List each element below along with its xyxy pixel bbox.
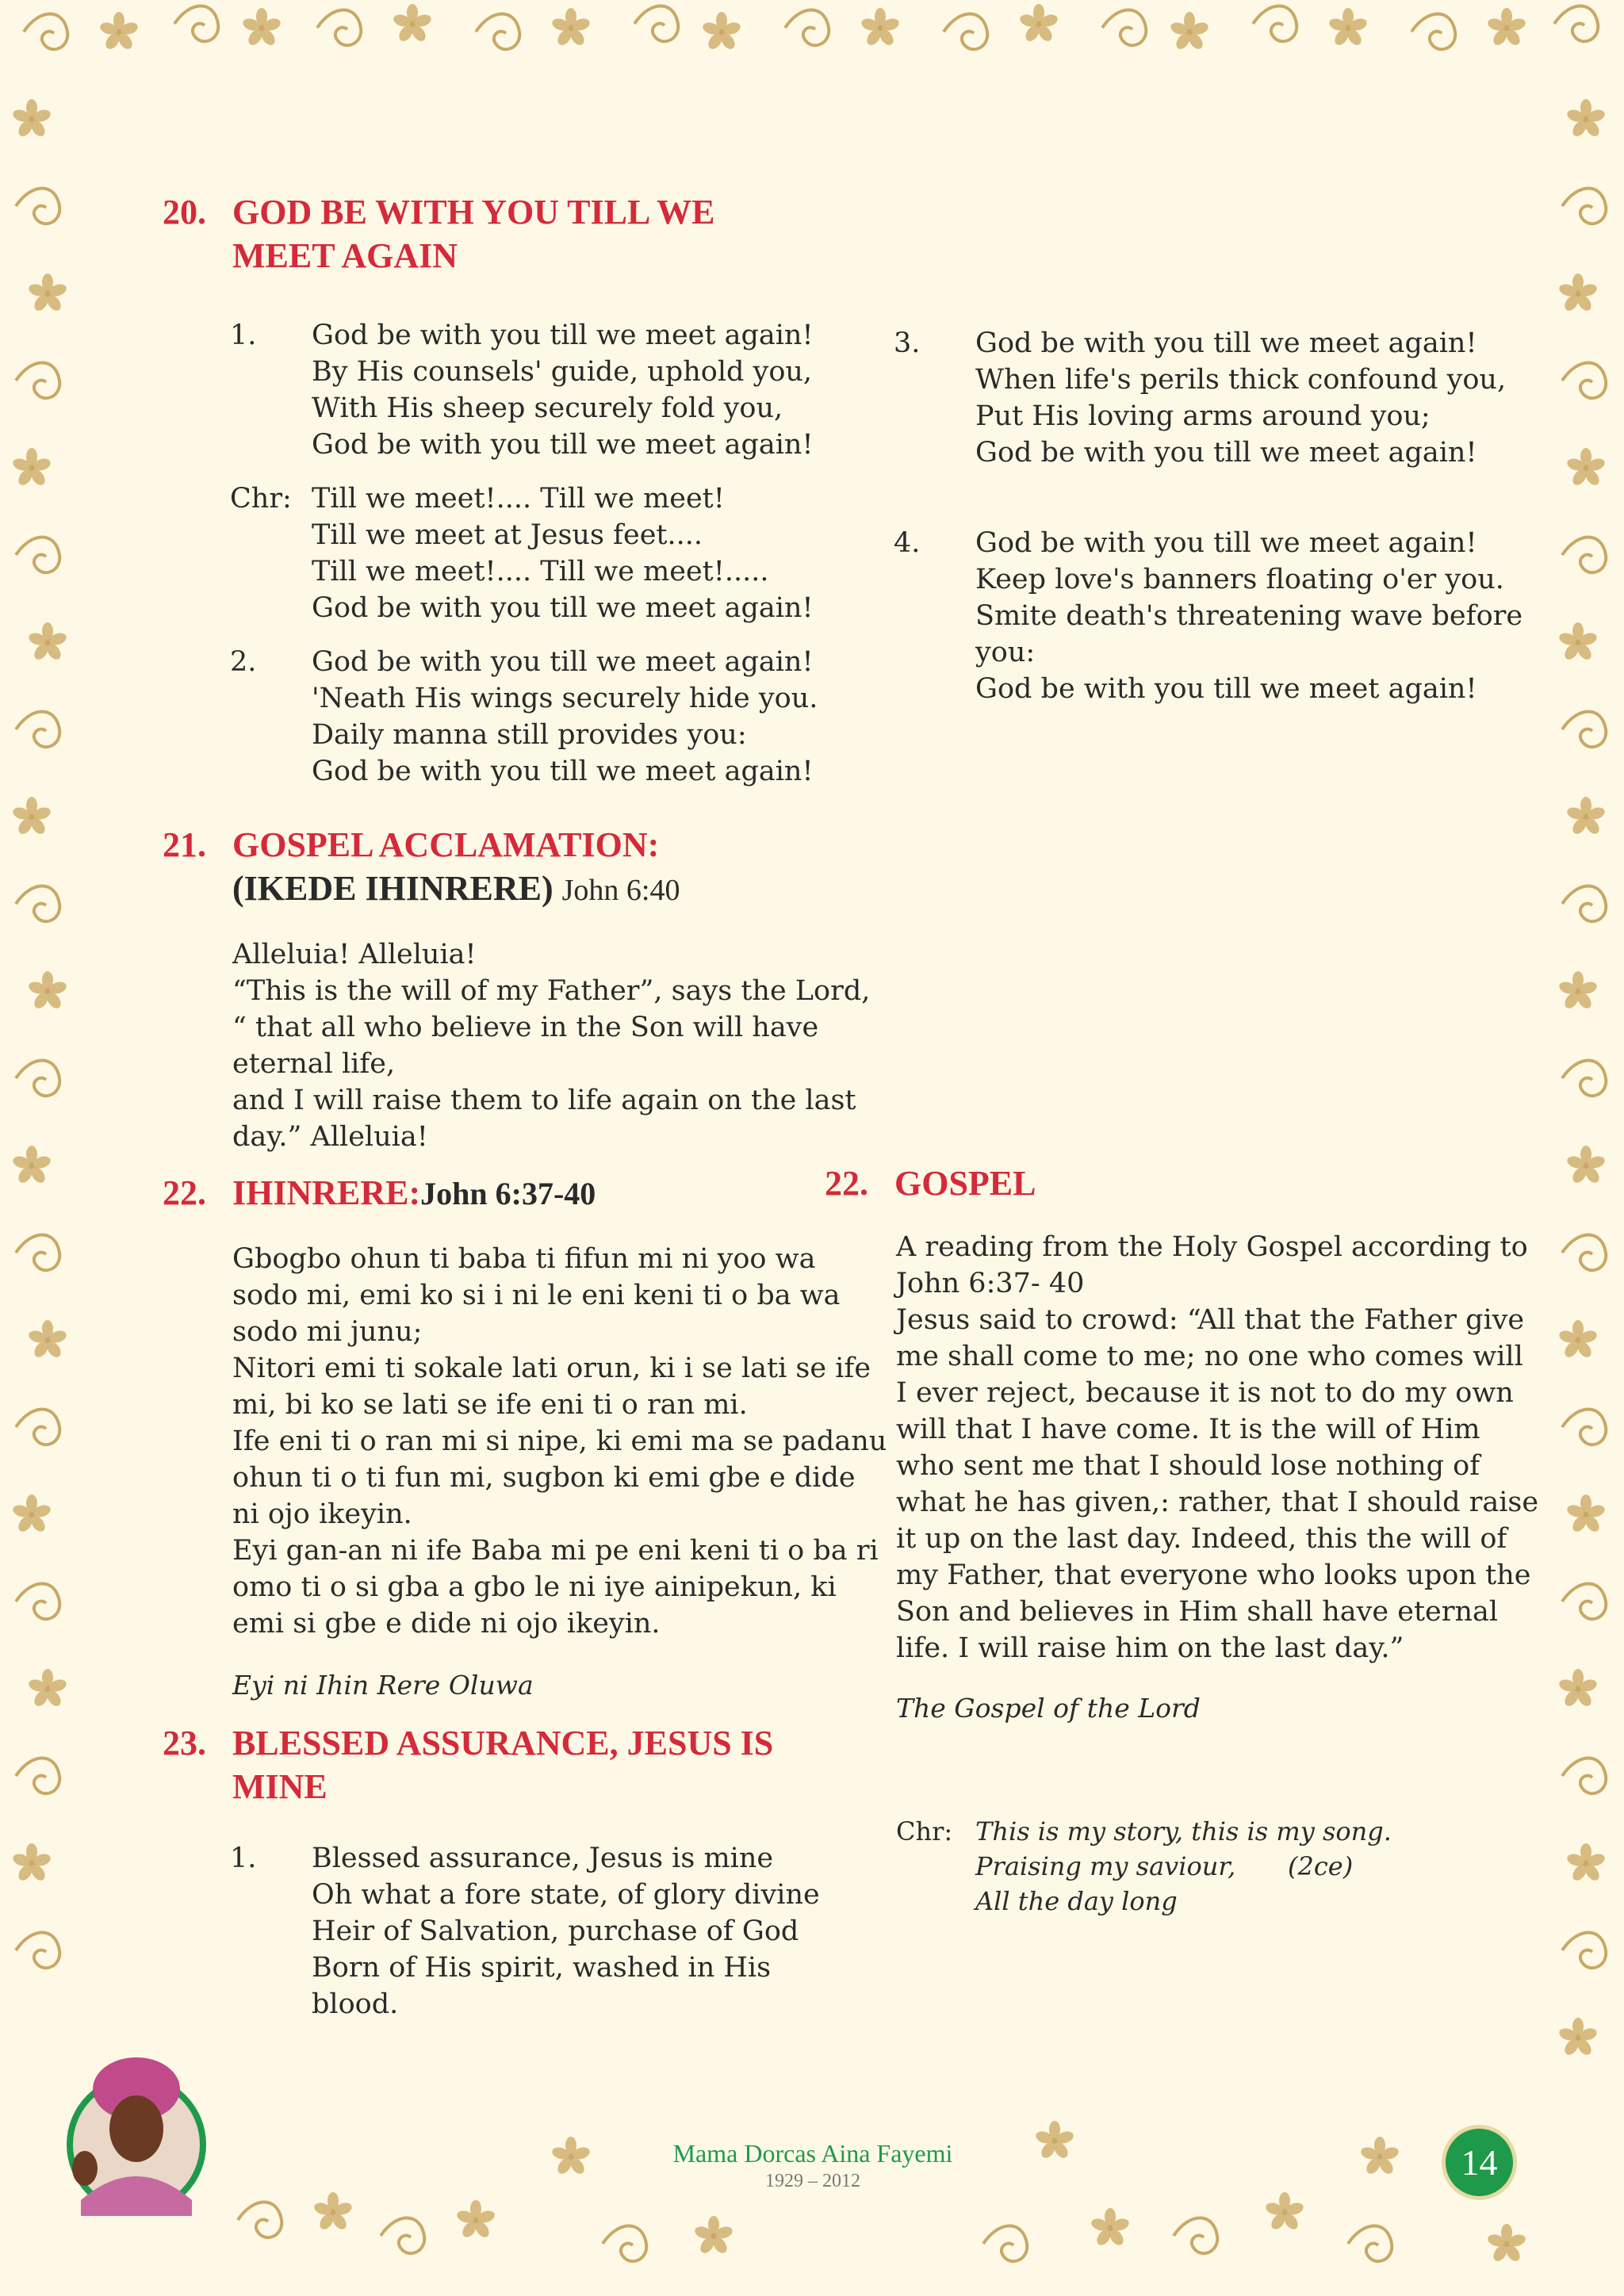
right-column-gospel <box>825 1161 1539 1919</box>
hymn-chorus <box>163 480 814 626</box>
text-line: will that I have come. It is the will of Him <box>896 1414 1480 1445</box>
text-line: Son and believes in Him shall have eternal <box>896 1596 1499 1628</box>
text-line: “This is the will of my Father”, says the Lord, <box>232 975 871 1007</box>
text-line: what he has given,: rather, that I should raise <box>896 1487 1539 1518</box>
yoruba-gospel-text <box>232 1241 887 1642</box>
acclamation-text <box>232 936 871 1155</box>
text-line: sodo mi, emi ko si i ni le eni keni ti o ba wa <box>232 1280 841 1311</box>
section-21-heading <box>163 823 805 913</box>
verse-line: Blessed assurance, Jesus is mine <box>312 1843 774 1874</box>
text-line: A reading from the Holy Gospel according to <box>896 1231 1528 1263</box>
text-line: Nitori emi ti sokale lati orun, ki i se lati se ife <box>232 1353 871 1384</box>
portrait-photo <box>49 2034 224 2216</box>
verse-line: God be with you till we meet again! <box>312 646 814 678</box>
verse-line: By His counsels' guide, uphold you, <box>312 356 813 388</box>
section-number: 21. <box>163 825 206 864</box>
verse-line: Smite death's threatening wave before <box>975 600 1523 632</box>
hymn-chorus <box>825 1814 1483 1919</box>
heading-line: GOSPEL <box>894 1164 1036 1203</box>
text-line: Alleluia! Alleluia! <box>232 939 477 970</box>
text-line: Eyi gan-an ni ife Baba mi pe eni keni ti o ba ri <box>232 1535 879 1567</box>
text-line: “ that all who believe in the Son will have <box>232 1012 819 1043</box>
text-line: it up on the last day. Indeed, this the will of <box>896 1523 1507 1555</box>
section-23 <box>163 1721 820 2022</box>
section-22-yoruba <box>163 1171 887 1704</box>
verse-line: God be with you till we meet again! <box>975 673 1477 705</box>
verse-line: All the day long <box>975 1886 1178 1916</box>
text-line: ohun ti o ti fun mi, sugbon ki emi gbe e dide <box>232 1462 856 1494</box>
text-line: me shall come to me; no one who comes will <box>896 1341 1523 1372</box>
section-20 <box>163 190 818 790</box>
page-number-badge: 14 <box>1442 2125 1517 2200</box>
verse-line: God be with you till we meet again! <box>312 756 814 787</box>
repeat-marker: (2ce) <box>1288 1851 1354 1881</box>
verse-line: 'Neath His wings securely hide you. <box>312 683 818 714</box>
right-column-hymn-verses <box>825 325 1523 707</box>
footer-years: 1929 – 2012 <box>765 2171 860 2191</box>
verse-line: Till we meet!.... Till we meet! <box>312 483 725 515</box>
verse-number: 3. <box>894 327 921 359</box>
text-line: life. I will raise him on the last day.” <box>896 1632 1404 1664</box>
heading-line: MEET AGAIN <box>232 236 458 275</box>
section-number: 23. <box>163 1724 206 1762</box>
text-line: I ever reject, because it is not to do my own <box>896 1377 1514 1409</box>
text-line: my Father, that everyone who looks upon the <box>896 1559 1531 1591</box>
footer-name: Mama Dorcas Aina Fayemi <box>672 2139 953 2168</box>
text-line: omo ti o si gba a gbo le ni iye ainipekun, ki <box>232 1571 837 1603</box>
yoruba-gospel-closing: Eyi ni Ihin Rere Oluwa <box>232 1670 534 1701</box>
verse-line: This is my story, this is my song. <box>975 1816 1392 1846</box>
section-number: 22. <box>163 1173 206 1212</box>
scripture-reference: John 6:37-40 <box>420 1176 596 1211</box>
text-line: day.” Alleluia! <box>232 1121 428 1153</box>
text-line: ni ojo ikeyin. <box>232 1498 412 1530</box>
hymn-verse-2 <box>163 644 818 790</box>
heading-line: GOSPEL ACCLAMATION: <box>232 825 660 864</box>
verse-number: 4. <box>894 527 921 559</box>
verse-line: God be with you till we meet again! <box>975 527 1477 559</box>
section-22-yoruba-heading <box>163 1171 805 1215</box>
left-column <box>163 190 887 2022</box>
verse-line: God be with you till we meet again! <box>312 320 814 351</box>
hymn-verse-1 <box>163 1840 820 2022</box>
text-line: and I will raise them to life again on the last <box>232 1085 856 1116</box>
verse-number: 1. <box>230 320 257 351</box>
text-line: Ife eni ti o ran mi si nipe, ki emi ma se padanu <box>232 1425 887 1457</box>
section-23-heading <box>163 1721 805 1808</box>
verse-line: blood. <box>312 1988 399 2020</box>
hymn-verse-4 <box>825 525 1523 707</box>
verse-number: 1. <box>230 1843 257 1874</box>
hymn-verse-1 <box>163 317 814 463</box>
verse-number: 2. <box>230 646 257 678</box>
text-line: mi, bi ko se lati se ife eni ti o ran mi. <box>232 1389 748 1421</box>
english-gospel-closing: The Gospel of the Lord <box>896 1693 1201 1724</box>
text-line: Gbogbo ohun ti baba ti fifun mi ni yoo wa <box>232 1243 816 1275</box>
verse-line: Heir of Salvation, purchase of God <box>312 1915 799 1947</box>
verse-line: Keep love's banners floating o'er you. <box>975 564 1504 595</box>
section-22-gospel-heading <box>825 1161 1483 1205</box>
verse-line: Praising my saviour, <box>975 1851 1236 1881</box>
verse-line: Oh what a fore state, of glory divine <box>312 1879 820 1911</box>
verse-line: God be with you till we meet again! <box>975 327 1477 359</box>
heading-line: BLESSED ASSURANCE, JESUS IS <box>232 1724 774 1762</box>
verse-line: God be with you till we meet again! <box>975 437 1477 469</box>
verse-line: Till we meet!.... Till we meet!..... <box>312 556 769 587</box>
text-line: emi si gbe e dide ni ojo ikeyin. <box>232 1608 661 1640</box>
chorus-label: Chr: <box>230 483 292 515</box>
heading-line: GOD BE WITH YOU TILL WE <box>232 193 715 232</box>
section-21 <box>163 823 871 1155</box>
english-gospel-text <box>896 1229 1539 1667</box>
text-line: eternal life, <box>232 1048 396 1080</box>
hymn-verse-3 <box>825 325 1507 471</box>
verse-line: God be with you till we meet again! <box>312 429 814 461</box>
scripture-reference: John 6:40 <box>561 874 680 907</box>
verse-line: Daily manna still provides you: <box>312 719 747 751</box>
verse-line: Put His loving arms around you; <box>975 400 1431 432</box>
heading-line: MINE <box>232 1767 327 1806</box>
verse-line: With His sheep securely fold you, <box>312 392 783 424</box>
verse-line: God be with you till we meet again! <box>312 592 814 624</box>
text-line: who sent me that I should lose nothing of <box>896 1450 1480 1482</box>
verse-line: When life's perils thick confound you, <box>975 364 1507 396</box>
text-line: Jesus said to crowd: “All that the Father give <box>896 1304 1525 1336</box>
verse-line: Till we meet at Jesus feet.... <box>312 519 703 551</box>
text-line: John 6:37- 40 <box>896 1268 1085 1299</box>
heading-line: IHINRERE: <box>232 1173 421 1212</box>
chorus-label: Chr: <box>896 1816 953 1846</box>
section-21-subtitle: (IKEDE IHINRERE) <box>232 869 553 908</box>
section-number: 22. <box>825 1164 868 1203</box>
text-line: sodo mi junu; <box>232 1316 423 1348</box>
verse-line: you: <box>975 637 1036 668</box>
section-number: 20. <box>163 193 206 232</box>
section-20-heading <box>163 190 805 277</box>
verse-line: Born of His spirit, washed in His <box>312 1952 772 1984</box>
